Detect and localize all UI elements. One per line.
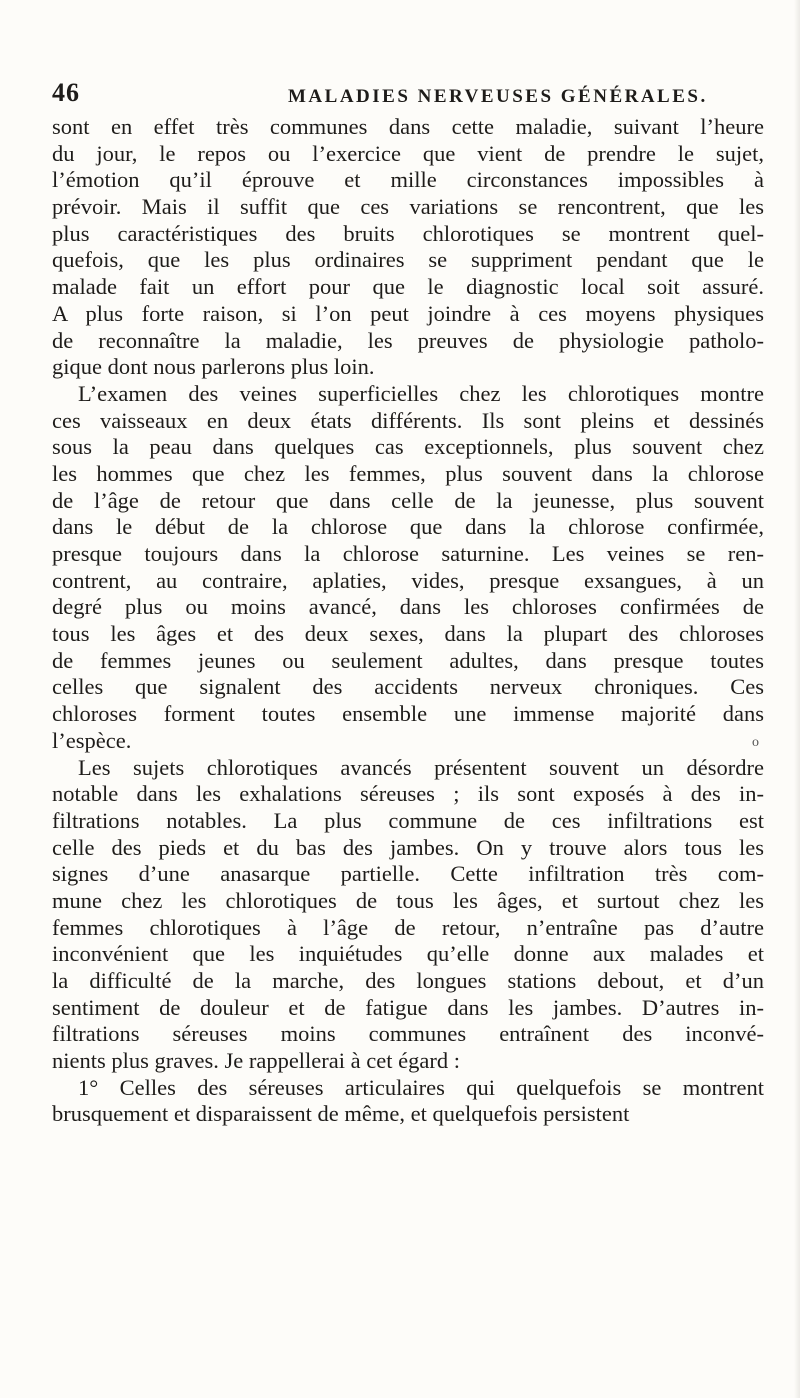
text-line: de l’âge de retour que dans celle de la jeunesse, plus souvent xyxy=(52,487,764,513)
text-line: de reconnaître la maladie, les preuves de physiologie patholo- xyxy=(52,327,764,353)
text-line: tous les âges et des deux sexes, dans la plupart des chloroses xyxy=(52,621,764,647)
text-line: la difficulté de la marche, des longues stations debout, et d’un xyxy=(52,968,764,993)
text-line: filtrations notables. La plus commune de ces infiltrations est xyxy=(52,807,764,833)
text-line: L’examen des veines superficielles chez les chlorotiques montre xyxy=(78,380,764,406)
text-line: sentiment de douleur et de fatigue dans les jambes. D’autres in- xyxy=(52,994,764,1020)
text-line: signes d’une anasarque partielle. Cette infiltration très com- xyxy=(52,861,764,887)
text-line: brusquement et disparaissent de même, et quelquefois persistent xyxy=(52,1101,630,1127)
text-line: A plus forte raison, si l’on peut joindre à ces moyens physiques xyxy=(52,300,764,326)
text-line: filtrations séreuses moins communes entraînent des inconvé- xyxy=(52,1021,764,1047)
text-line: plus caractéristiques des bruits chlorotiques se montrent quel- xyxy=(52,220,764,246)
running-head: MALADIES NERVEUSES GÉNÉRALES. xyxy=(288,86,708,107)
text-line: prévoir. Mais il suffit que ces variations se rencontrent, que les xyxy=(52,194,764,220)
text-line: l’espèce. xyxy=(52,727,132,753)
text-line: gique dont nous parlerons plus loin. xyxy=(52,354,375,380)
text-line: les hommes que chez les femmes, plus souvent dans la chlorose xyxy=(52,460,764,486)
page-header xyxy=(52,78,752,118)
text-line: contrent, au contraire, aplaties, vides, presque exsangues, à un xyxy=(52,567,764,593)
text-line: sous la peau dans quelques cas exceptionnels, plus souvent chez xyxy=(52,434,764,460)
page-edge xyxy=(794,0,800,1398)
text-line: malade fait un effort pour que le diagnostic local soit assuré. xyxy=(52,274,764,300)
text-line: notable dans les exhalations séreuses ; ils sont exposés à des in- xyxy=(52,781,764,807)
page-number: 46 xyxy=(52,78,80,107)
text-line: mune chez les chlorotiques de tous les âges, et surtout chez les xyxy=(52,887,764,913)
text-line: du jour, le repos ou l’exercice que vient de prendre le sujet, xyxy=(52,140,764,166)
text-line: dans le début de la chlorose que dans la chlorose confirmée, xyxy=(52,514,764,540)
text-line: presque toujours dans la chlorose saturnine. Les veines se ren- xyxy=(52,541,764,566)
text-line: sont en effet très communes dans cette maladie, suivant l’heure xyxy=(52,114,764,139)
text-line: femmes chlorotiques à l’âge de retour, n’entraîne pas d’autre xyxy=(52,914,764,940)
margin-mark: o xyxy=(752,735,759,750)
text-line: ces vaisseaux en deux états différents. Ils sont pleins et dessinés xyxy=(52,407,764,433)
text-line: de femmes jeunes ou seulement adultes, dans presque toutes xyxy=(52,647,764,673)
text-line: quefois, que les plus ordinaires se suppriment pendant que le xyxy=(52,247,764,273)
text-line: 1° Celles des séreuses articulaires qui quelquefois se montrent xyxy=(78,1074,764,1100)
text-line: degré plus ou moins avancé, dans les chloroses confirmées de xyxy=(52,594,764,620)
text-line: l’émotion qu’il éprouve et mille circonstances impossibles à xyxy=(52,167,764,193)
text-line: celle des pieds et du bas des jambes. On y trouve alors tous les xyxy=(52,834,764,860)
text-line: Les sujets chlorotiques avancés présentent souvent un désordre xyxy=(78,754,764,780)
text-line: chloroses forment toutes ensemble une immense majorité dans xyxy=(52,701,764,727)
text-line: inconvénient que les inquiétudes qu’elle donne aux malades et xyxy=(52,941,764,967)
body-text xyxy=(52,114,764,1128)
text-line: nients plus graves. Je rappellerai à cet égard : xyxy=(52,1048,460,1074)
text-line: celles que signalent des accidents nerveux chroniques. Ces xyxy=(52,674,764,700)
